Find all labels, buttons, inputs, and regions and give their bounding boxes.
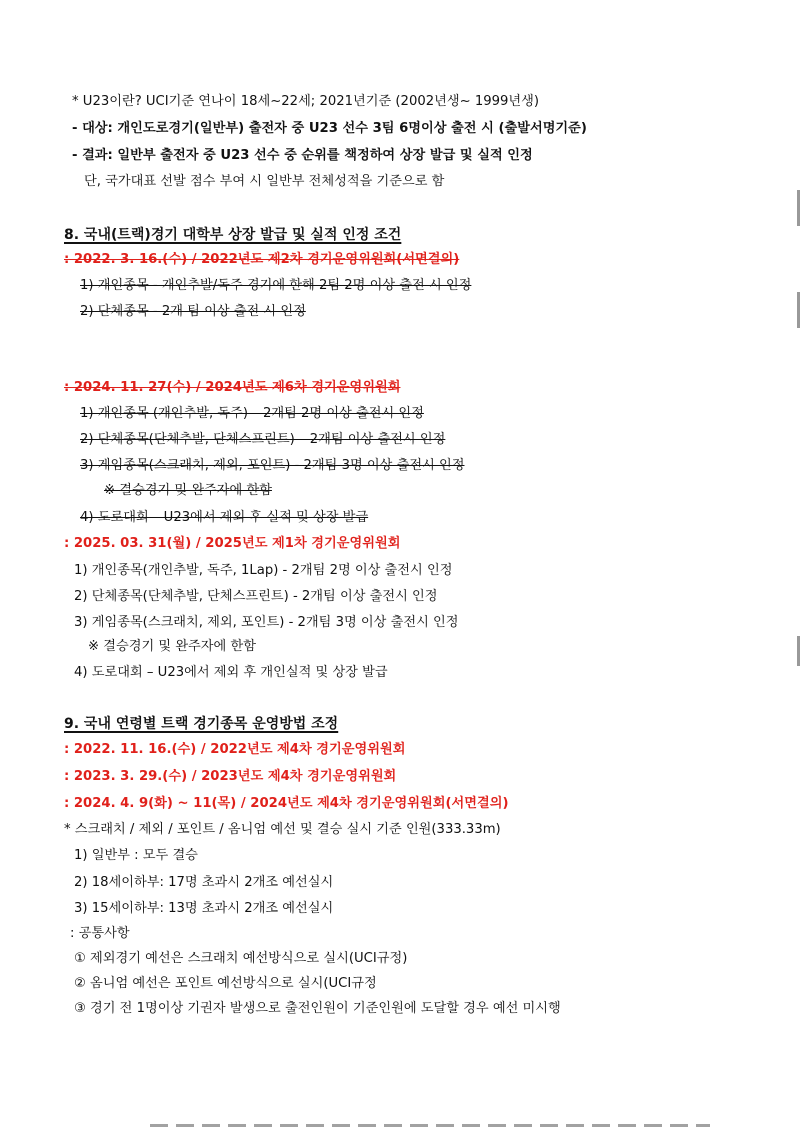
section8-current-note: ※ 결승경기 및 완주자에 한함 — [88, 639, 256, 654]
section9-heading: 9. 국내 연령별 트랙 경기종목 운영방법 조정 — [64, 716, 339, 732]
section8-old2-item: 4) 도로대회 – U23에서 제외 후 실적 및 상장 발급 — [80, 510, 369, 525]
section9-common-item: ② 옴니엄 예선은 포인트 예선방식으로 실시(UCI규정 — [74, 976, 377, 991]
section8-old2-note: ※ 결승경기 및 완주자에 한함 — [104, 483, 272, 498]
section8-heading: 8. 국내(트랙)경기 대학부 상장 발급 및 실적 인정 조건 — [64, 227, 402, 243]
section9-criteria: * 스크래치 / 제외 / 포인트 / 옴니엄 예선 및 결승 실시 기준 인원(333.33m) — [64, 822, 501, 837]
next-page-cutoff — [150, 1124, 710, 1127]
section8-old1-date: : 2022. 3. 16.(수) / 2022년도 제2차 경기운영위원회(서면결의) — [64, 252, 460, 267]
section9-common-item: ③ 경기 전 1명이상 기권자 발생으로 출전인원이 기준인원에 도달할 경우 예선 미시행 — [74, 1001, 561, 1016]
section8-old2-date: : 2024. 11. 27(수) / 2024년도 제6차 경기운영위원회 — [64, 380, 401, 395]
section8-old2-item: 3) 게임종목(스크래치, 제외, 포인트) - 2개팀 3명 이상 출전시 인정 — [80, 458, 465, 473]
section9-common-label: : 공통사항 — [70, 926, 130, 941]
section9-item: 1) 일반부 : 모두 결승 — [74, 848, 198, 863]
section8-old2-item: 2) 단체종목(단체추발, 단체스프린트) – 2개팀 이상 출전시 인정 — [80, 432, 446, 447]
section8-current-item: 3) 게임종목(스크래치, 제외, 포인트) - 2개팀 3명 이상 출전시 인정 — [74, 615, 459, 630]
section9-date: : 2022. 11. 16.(수) / 2022년도 제4차 경기운영위원회 — [64, 742, 406, 757]
section8-current-item: 2) 단체종목(단체추발, 단체스프린트) - 2개팀 이상 출전시 인정 — [74, 589, 438, 604]
section8-current-item: 4) 도로대회 – U23에서 제외 후 개인실적 및 상장 발급 — [74, 665, 388, 680]
section8-old1-item: 1) 개인종목 - 개인추발/독주 경기에 한해 2팀 2명 이상 출전 시 인정 — [80, 278, 472, 293]
section8-current-item: 1) 개인종목(개인추발, 독주, 1Lap) - 2개팀 2명 이상 출전시 인정 — [74, 563, 453, 578]
section9-common-item: ① 제외경기 예선은 스크래치 예선방식으로 실시(UCI규정) — [74, 951, 408, 966]
section8-old2-item: 1) 개인종목 (개인추발, 독주) – 2개팀 2명 이상 출전시 인정 — [80, 406, 424, 421]
section9-date: : 2024. 4. 9(화) ~ 11(목) / 2024년도 제4차 경기운영위원회(서면결의) — [64, 796, 509, 811]
section9-date: : 2023. 3. 29.(수) / 2023년도 제4차 경기운영위원회 — [64, 769, 397, 784]
section9-item: 2) 18세이하부: 17명 초과시 2개조 예선실시 — [74, 875, 334, 890]
u23-definition: * U23이란? UCI기준 연나이 18세~22세; 2021년기준 (2002년생~ 1999년생) — [72, 94, 540, 109]
u23-result: - 결과: 일반부 출전자 중 U23 선수 중 순위를 책정하여 상장 발급 및 실적 인정 — [72, 148, 533, 163]
section8-old1-item: 2) 단체종목 - 2개 팀 이상 출전 시 인정 — [80, 304, 306, 319]
u23-target: - 대상: 개인도로경기(일반부) 출전자 중 U23 선수 3팀 6명이상 출전 시 (출발서명기준) — [72, 121, 587, 136]
section9-item: 3) 15세이하부: 13명 초과시 2개조 예선실시 — [74, 901, 334, 916]
section8-current-date: : 2025. 03. 31(월) / 2025년도 제1차 경기운영위원회 — [64, 536, 401, 551]
u23-note: 단, 국가대표 선발 점수 부여 시 일반부 전체성적을 기준으로 함 — [84, 174, 445, 189]
